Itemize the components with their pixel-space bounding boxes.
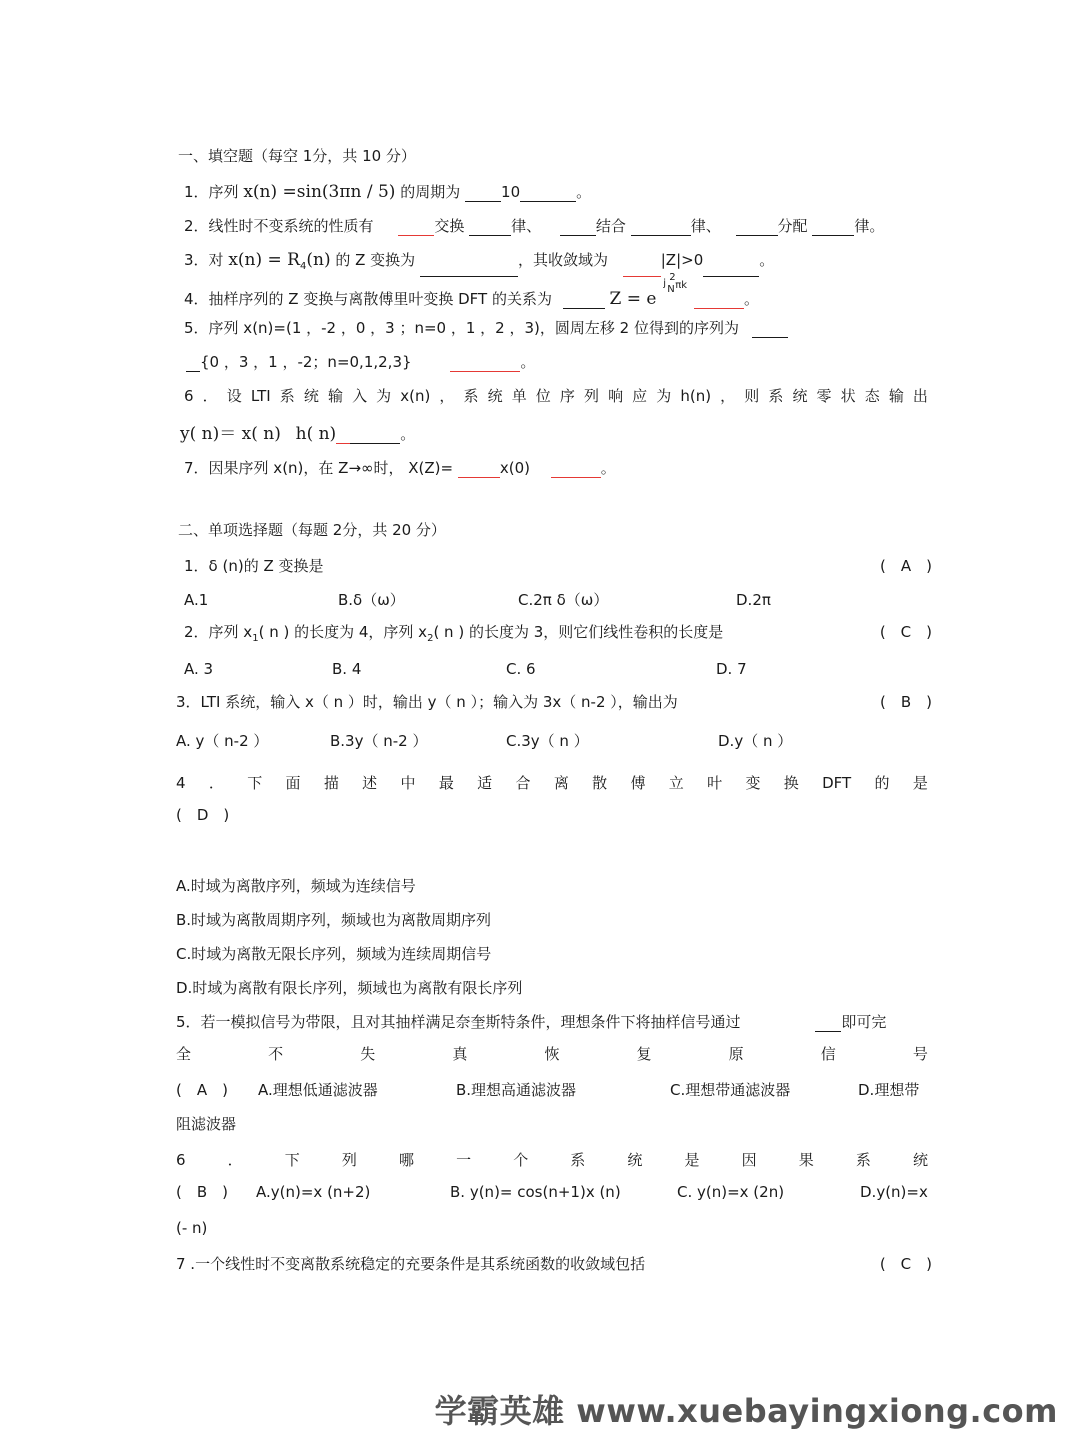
s2-q1-opt-b: B.δ（ω） xyxy=(338,591,405,609)
s2-q5-line2: 全 不 失 真 恢 复 原 信 号 xyxy=(176,1045,928,1063)
s2-q2-stem: 2．序列 $x_1$( n ) 的长度为 4，序列 $x_2$( n ) 的长度为 3，则它们线性卷积的长度是 xyxy=(184,623,724,644)
s2-q5-opt-tail: 阻滤波器 xyxy=(176,1115,237,1133)
s2-q5-line1: 5．若一模拟信号为带限，且对其抽样满足奈奎斯特条件，理想条件下将抽样信号通过 即可完 xyxy=(176,1013,887,1031)
s2-q1-opt-c: C.2π δ（ω） xyxy=(518,591,609,609)
s2-q2-opt-a: A. 3 xyxy=(184,660,214,678)
s2-q6-opt-tail: (- n) xyxy=(176,1219,208,1237)
s2-q4-opt-c: C.时域为离散无限长序列，频域为连续周期信号 xyxy=(176,945,492,963)
s1-q7: 7．因果序列 x(n)，在 Z→∞时， X(Z)= x(0) 。 xyxy=(184,459,616,477)
s2-q4-opt-d: D.时域为离散有限长序列，频域也为离散有限长序列 xyxy=(176,979,523,997)
s1-q3: 3．对 $x(n) = R_4(n)$ 的 Z 变换为 ，其收敛域为 |Z|>0 。 xyxy=(184,250,774,277)
s2-q3-opt-d: D.y（ n ） xyxy=(718,732,793,750)
s2-q6-opt-c: C. y(n)=x (2n) xyxy=(677,1183,785,1201)
s2-q7-stem: 7 .一个线性时不变离散系统稳定的充要条件是其系统函数的收敛域包括 xyxy=(176,1255,646,1273)
s1-q6-line2: y( n)＝ x( n) h( n) 。 xyxy=(180,424,416,444)
section1-title: 一、填空题（每空 1分，共 10 分） xyxy=(178,147,416,165)
s1-q6-line1: 6 ． 设 LTI 系 统 输 入 为 x(n) ， 系 统 单 位 序 列 响 应 为 h(n) ， 则 系 统 零 状 态 输 出 xyxy=(184,387,928,405)
watermark: 学霸英雄 www.xuebayingxiong.com xyxy=(434,1392,1058,1430)
s2-q4-answer: ( D ) xyxy=(176,806,230,824)
s2-q4-stem: 4 ． 下 面 描 述 中 最 适 合 离 散 傅 立 叶 变 换 DFT 的 是 xyxy=(176,774,928,792)
s2-q3-opt-a: A. y（ n-2 ） xyxy=(176,732,269,750)
s2-q6-stem: 6 ． 下 列 哪 一 个 系 统 是 因 果 系 统 xyxy=(176,1151,928,1169)
s2-q6-opt-d: D.y(n)=x xyxy=(860,1183,928,1201)
s2-q4-opt-a: A.时域为离散序列，频域为连续信号 xyxy=(176,877,416,895)
s1-q5-line1: 5．序列 x(n)=(1 ，-2 ，0 ，3 ；n=0 ，1 ，2 ，3)，圆周左移 2 位得到的序列为 xyxy=(184,318,788,338)
s2-q5-opt-d: D.理想带 xyxy=(858,1081,920,1099)
s2-q3-stem: 3．LTI 系统，输入 x（ n ）时，输出 y（ n ）；输入为 3x（ n-2 ），输出为 xyxy=(176,693,678,711)
s2-q6-answer: ( B ) xyxy=(176,1183,228,1201)
s2-q5-opt-b: B.理想高通滤波器 xyxy=(456,1081,577,1099)
s2-q1-answer: ( A ) xyxy=(880,557,932,575)
s2-q2-opt-b: B. 4 xyxy=(332,660,362,678)
section2-title: 二、单项选择题（每题 2分，共 20 分） xyxy=(178,521,446,539)
s2-q5-opt-a: A.理想低通滤波器 xyxy=(258,1081,378,1099)
s2-q6-opt-a: A.y(n)=x (n+2) xyxy=(256,1183,371,1201)
s2-q3-opt-c: C.3y（ n ） xyxy=(506,732,589,750)
s2-q2-opt-c: C. 6 xyxy=(506,660,536,678)
s2-q1-opt-d: D.2π xyxy=(736,591,771,609)
s2-q3-opt-b: B.3y（ n-2 ） xyxy=(330,732,428,750)
s1-q1: 1．序列 x(n) =sin(3πn / 5) 的周期为 10 。 xyxy=(184,182,592,202)
s2-q1-stem: 1．δ (n)的 Z 变换是 xyxy=(184,557,324,575)
s2-q4-opt-b: B.时域为离散周期序列，频域也为离散周期序列 xyxy=(176,911,492,929)
s2-q6-opt-b: B. y(n)= cos(n+1)x (n) xyxy=(450,1183,621,1201)
s2-q1-opt-a: A.1 xyxy=(184,591,209,609)
s1-q4: 4．抽样序列的 Z 变换与离散傅里叶变换 DFT 的关系为 Z = e j 2 N πk 。 xyxy=(184,272,760,309)
s1-q5-line2: {0 ，3 ，1 ，-2；n=0,1,2,3} 。 xyxy=(186,352,535,372)
s2-q2-opt-d: D. 7 xyxy=(716,660,747,678)
s2-q3-answer: ( B ) xyxy=(880,693,932,711)
s2-q5-opt-c: C.理想带通滤波器 xyxy=(670,1081,791,1099)
s1-q2: 2．线性时不变系统的性质有 交换 律、 结合 律、 分配 律。 xyxy=(184,217,885,235)
s2-q2-answer: ( C ) xyxy=(879,623,932,641)
s2-q5-answer: ( A ) xyxy=(176,1081,228,1099)
s2-q7-answer: ( C ) xyxy=(879,1255,932,1273)
